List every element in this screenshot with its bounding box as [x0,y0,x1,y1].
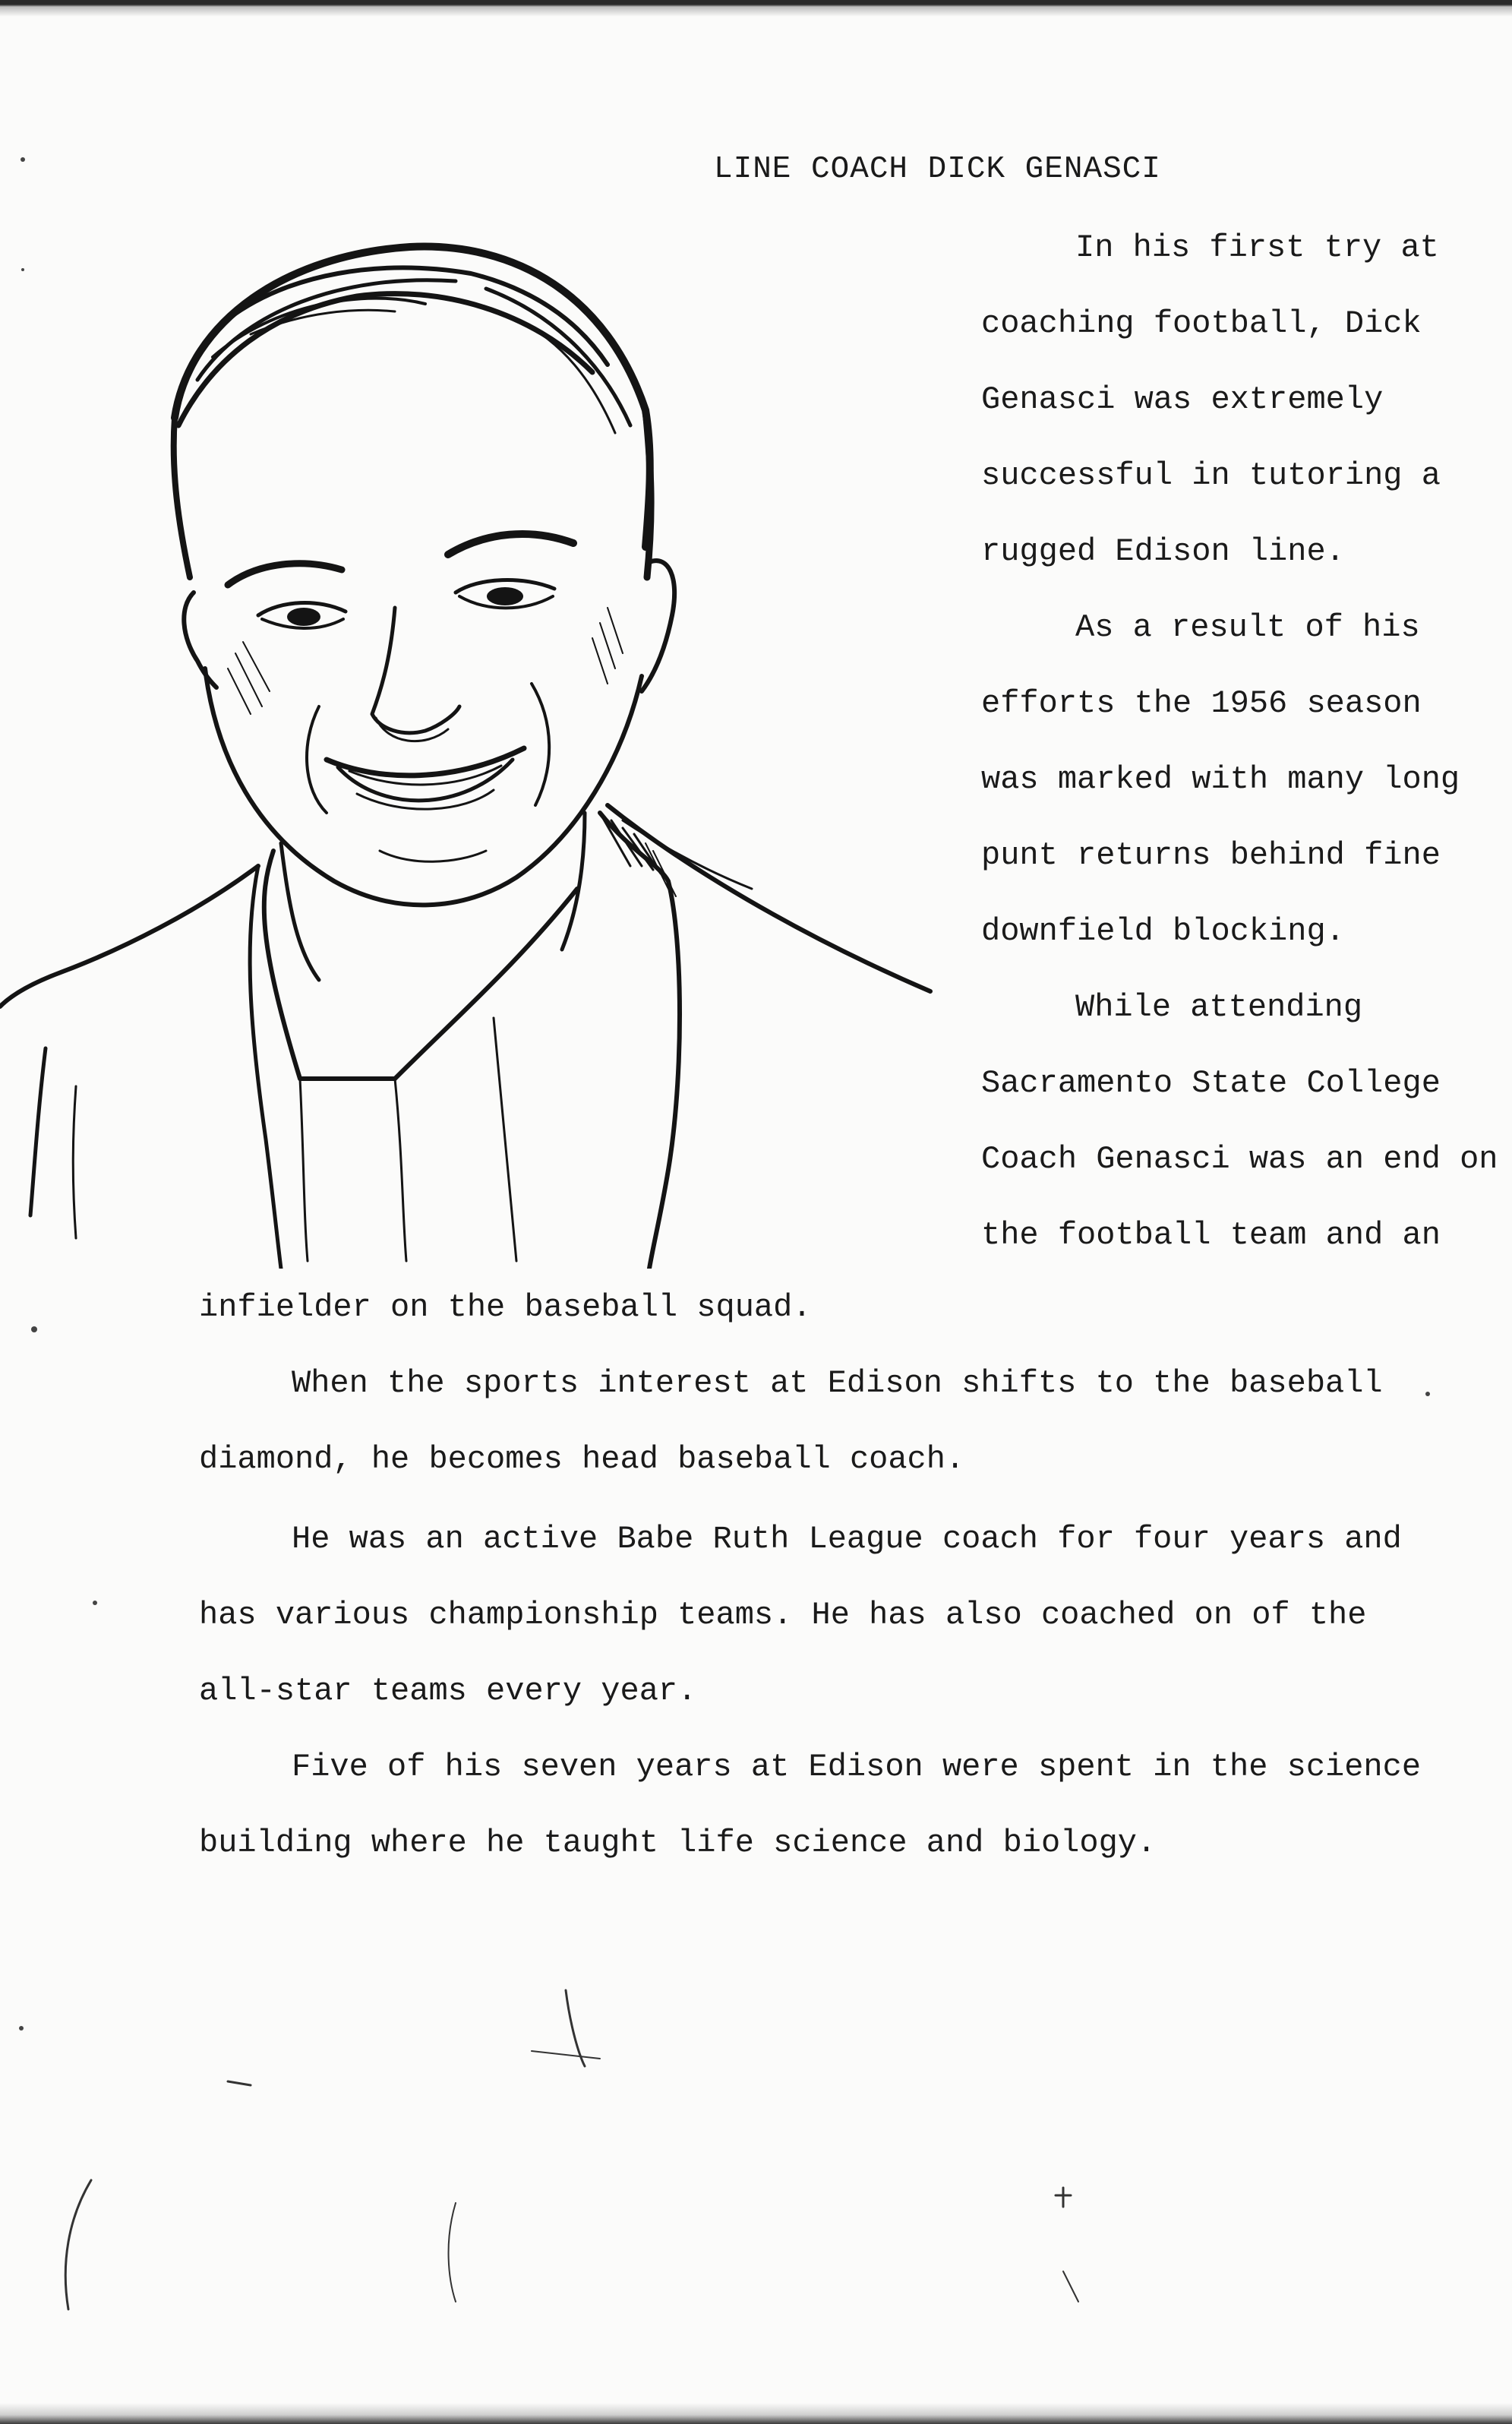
portrait-sketch [0,182,957,1269]
text-line: successful in tutoring a [981,457,1441,494]
text-line: Coach Genasci was an end on [981,1141,1498,1177]
text-line: When the sports interest at Edison shifts to the baseball [292,1365,1383,1402]
text-line: diamond, he becomes head baseball coach. [199,1441,965,1477]
text-line: has various championship teams. He has also coached on of the [199,1597,1367,1633]
text-line: In his first try at [1075,229,1439,266]
text-line: efforts the 1956 season [981,685,1422,722]
text-line: While attending [1075,989,1363,1026]
text-line: rugged Edison line. [981,533,1345,570]
text-line: Sacramento State College [981,1065,1441,1101]
text-line: downfield blocking. [981,913,1345,950]
page-bottom-edge [0,2403,1512,2424]
text-line: Five of his seven years at Edison were spent in the science [292,1749,1422,1785]
text-line: all-star teams every year. [199,1673,697,1709]
text-line: punt returns behind fine [981,837,1441,874]
document-title: LINE COACH DICK GENASCI [714,152,1161,187]
text-line: was marked with many long [981,761,1460,798]
text-line: infielder on the baseball squad. [199,1289,812,1326]
text-line: As a result of his [1075,609,1420,646]
page-top-edge [0,0,1512,17]
text-line: the football team and an [981,1217,1441,1253]
text-line: He was an active Babe Ruth League coach for four years and [292,1521,1402,1557]
text-line: Genasci was extremely [981,381,1384,418]
text-line: coaching football, Dick [981,305,1422,342]
text-line: building where he taught life science and biology. [199,1825,1157,1861]
